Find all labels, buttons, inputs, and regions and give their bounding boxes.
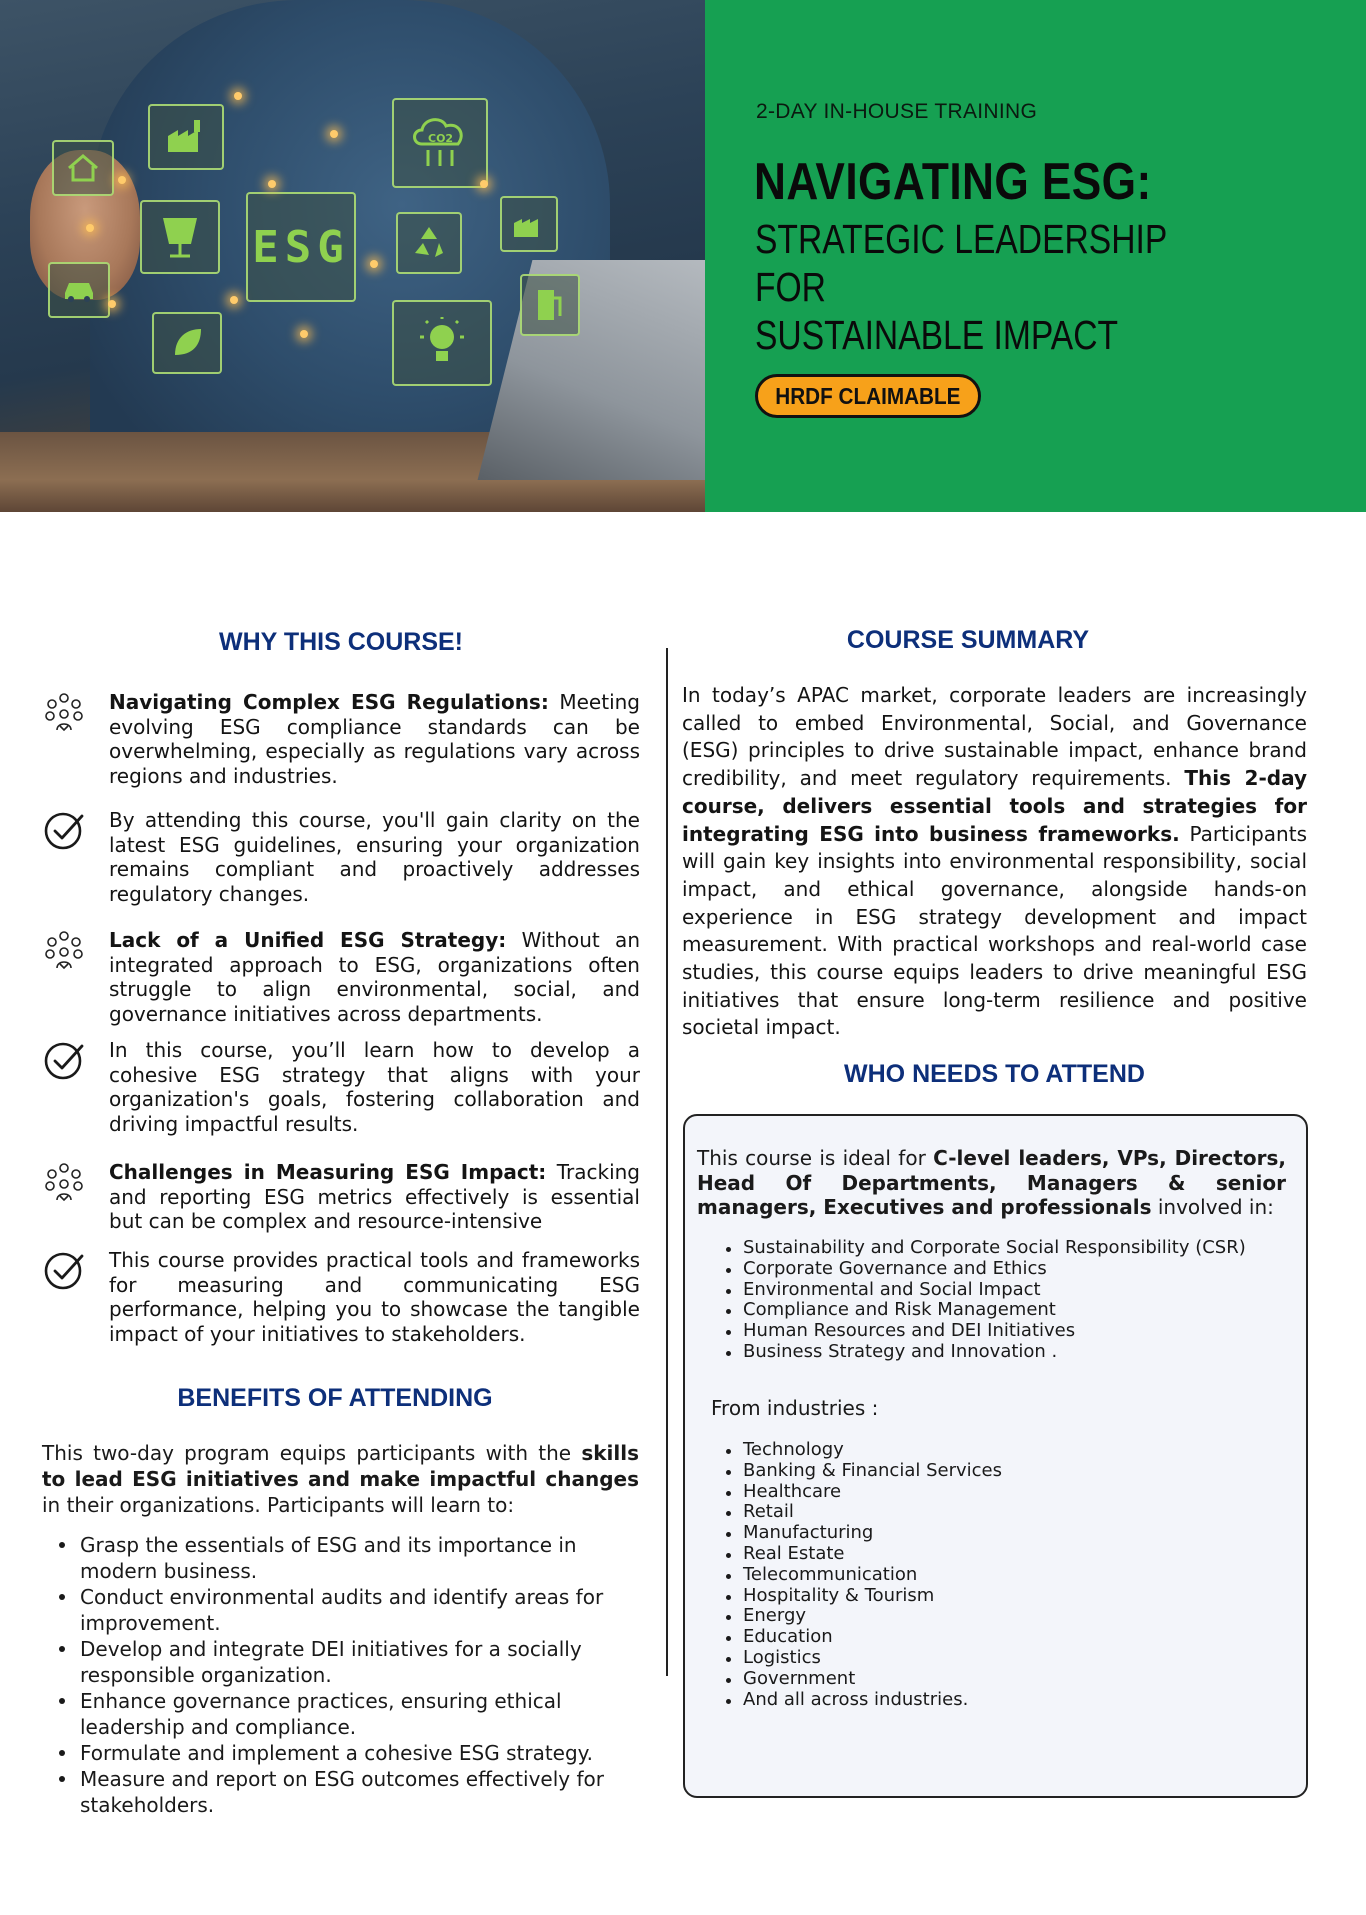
why-item-body: Without an integrated approach to ESG, organizations often struggle to align environmental, social, and governance initiatives across departments. — [109, 928, 640, 1026]
why-item-title: Challenges in Measuring ESG Impact: — [109, 1160, 547, 1184]
summary-body: In today’s APAC market, corporate leaders are increasingly called to embed Environmental, Social, and Governance (ESG) principles to drive sustainable impact, enhance brand credibility, and meet regulatory requirements. — [682, 683, 1307, 791]
list-item: Healthcare — [716, 1482, 1002, 1503]
attend-intro-text: This course is ideal for — [697, 1146, 934, 1170]
attend-intro-emphasis: C-level leaders, VPs, Directors, Head Of Departments, Managers & senior managers, Executives and professionals — [697, 1146, 1286, 1219]
why-item-body: Tracking and reporting ESG metrics effectively is essential but can be complex and resource-intensive — [109, 1160, 641, 1233]
glow-dot — [108, 300, 116, 308]
industries-label: From industries : — [711, 1396, 879, 1420]
industries-list — [716, 1440, 1002, 1710]
glow-dot — [370, 260, 378, 268]
svg-text:CO2: CO2 — [428, 132, 454, 145]
fuel-pump-icon — [520, 274, 580, 336]
course-subtitle — [755, 215, 1214, 359]
glow-dot — [86, 224, 94, 232]
esg-hologram — [246, 192, 356, 302]
summary-heading: COURSE SUMMARY — [846, 626, 1090, 654]
list-item: Government — [716, 1669, 1002, 1690]
why-heading: WHY THIS COURSE! — [219, 628, 463, 656]
benefits-intro-text: This two-day program equips participants with the — [42, 1441, 582, 1465]
glow-dot — [480, 180, 488, 188]
people-network-icon — [42, 928, 86, 972]
list-item: Education — [716, 1627, 1002, 1648]
check-circle-icon — [42, 808, 86, 852]
benefits-intro — [42, 1440, 639, 1518]
benefits-list — [42, 1532, 654, 1818]
why-item-text: By attending this course, you'll gain clarity on the latest ESG guidelines, ensuring your organization remains compliant and proactively addresses regulatory changes. — [109, 808, 640, 906]
list-item: Formulate and implement a cohesive ESG strategy. — [42, 1740, 654, 1766]
hrdf-badge-label: HRDF CLAIMABLE — [775, 382, 961, 409]
leaf-icon — [152, 312, 222, 374]
list-item: Corporate Governance and Ethics — [716, 1259, 1246, 1280]
why-item-title: Navigating Complex ESG Regulations: — [109, 690, 549, 714]
why-item-text: In this course, you’ll learn how to develop a cohesive ESG strategy that aligns with your organization's goals, fostering collaboration and driving impactful results. — [109, 1038, 640, 1136]
car-icon — [48, 262, 110, 318]
benefits-intro-text: in their organizations. Participants will learn to: — [42, 1493, 515, 1517]
summary-text — [682, 682, 1307, 1042]
co2-cloud-icon — [392, 98, 488, 188]
training-kicker: 2-DAY IN-HOUSE TRAINING — [756, 100, 1038, 123]
check-circle-icon — [42, 1248, 86, 1292]
list-item: Banking & Financial Services — [716, 1461, 1002, 1482]
summary-body: Participants will gain key insights into environmental responsibility, social impact, and ethical governance, alongside hands-on experience in ESG strategy development and impact measurement. With practical workshops and real-world case studies, this course equips leaders to drive meaningful ESG initiatives that ensure long-term resilience and positive societal impact. — [682, 821, 1307, 1040]
lightbulb-icon — [392, 300, 492, 386]
esg-hologram-text: ESG — [252, 221, 350, 273]
people-network-icon — [42, 1160, 86, 1204]
list-item: Manufacturing — [716, 1523, 1002, 1544]
list-item: Human Resources and DEI Initiatives — [716, 1321, 1246, 1342]
why-item-body: Meeting evolving ESG compliance standards can be overwhelming, especially as regulations vary across regions and industries. — [109, 690, 640, 788]
list-item: Conduct environmental audits and identify areas for improvement. — [42, 1584, 654, 1636]
attend-intro — [697, 1146, 1286, 1220]
areas-list — [716, 1238, 1246, 1363]
why-item-text — [109, 690, 640, 788]
list-item: Energy — [716, 1606, 1002, 1627]
benefits-intro-emphasis: skills to lead ESG initiatives and make impactful changes — [42, 1441, 639, 1491]
recycle-icon — [396, 212, 462, 274]
benefits-heading: BENEFITS OF ATTENDING — [177, 1384, 493, 1412]
why-item-text: This course provides practical tools and frameworks for measuring and communicating ESG performance, helping you to showcase the tangible impact of your initiatives to stakeholders. — [109, 1248, 640, 1346]
glow-dot — [330, 130, 338, 138]
course-subtitle-line: STRATEGIC LEADERSHIP FOR — [755, 216, 1167, 310]
list-item: And all across industries. — [716, 1690, 1002, 1711]
glow-dot — [300, 330, 308, 338]
list-item: Grasp the essentials of ESG and its importance in modern business. — [42, 1532, 654, 1584]
summary-emphasis: This 2-day course, delivers essential tools and strategies for integrating ESG into business frameworks. — [682, 766, 1307, 846]
list-item: Environmental and Social Impact — [716, 1280, 1246, 1301]
glow-dot — [268, 180, 276, 188]
list-item: Retail — [716, 1502, 1002, 1523]
list-item: Sustainability and Corporate Social Responsibility (CSR) — [716, 1238, 1246, 1259]
factory-icon — [148, 104, 224, 170]
solar-panel-icon — [140, 200, 220, 274]
why-item-text — [109, 928, 640, 1026]
hrdf-badge — [755, 374, 981, 418]
attend-intro-text: involved in: — [1151, 1195, 1274, 1219]
house-icon — [52, 140, 114, 196]
glow-dot — [118, 176, 126, 184]
column-divider — [666, 648, 668, 1676]
people-network-icon — [42, 690, 86, 734]
why-item-title: Lack of a Unified ESG Strategy: — [109, 928, 507, 952]
check-circle-icon — [42, 1038, 86, 1082]
why-item-text — [109, 1160, 640, 1234]
list-item: Technology — [716, 1440, 1002, 1461]
list-item: Develop and integrate DEI initiatives for a socially responsible organization. — [42, 1636, 654, 1688]
list-item: Measure and report on ESG outcomes effectively for stakeholders. — [42, 1766, 654, 1818]
course-title: NAVIGATING ESG: — [754, 153, 1152, 211]
attend-heading: WHO NEEDS TO ATTEND — [844, 1060, 1145, 1088]
list-item: Logistics — [716, 1648, 1002, 1669]
glow-dot — [230, 296, 238, 304]
glow-dot — [234, 92, 242, 100]
hero-photo — [0, 0, 705, 512]
small-factory-icon — [500, 196, 558, 252]
list-item: Hospitality & Tourism — [716, 1586, 1002, 1607]
list-item: Compliance and Risk Management — [716, 1300, 1246, 1321]
list-item: Business Strategy and Innovation . — [716, 1342, 1246, 1363]
course-subtitle-line: SUSTAINABLE IMPACT — [755, 312, 1119, 358]
list-item: Telecommunication — [716, 1565, 1002, 1586]
list-item: Real Estate — [716, 1544, 1002, 1565]
list-item: Enhance governance practices, ensuring ethical leadership and compliance. — [42, 1688, 654, 1740]
